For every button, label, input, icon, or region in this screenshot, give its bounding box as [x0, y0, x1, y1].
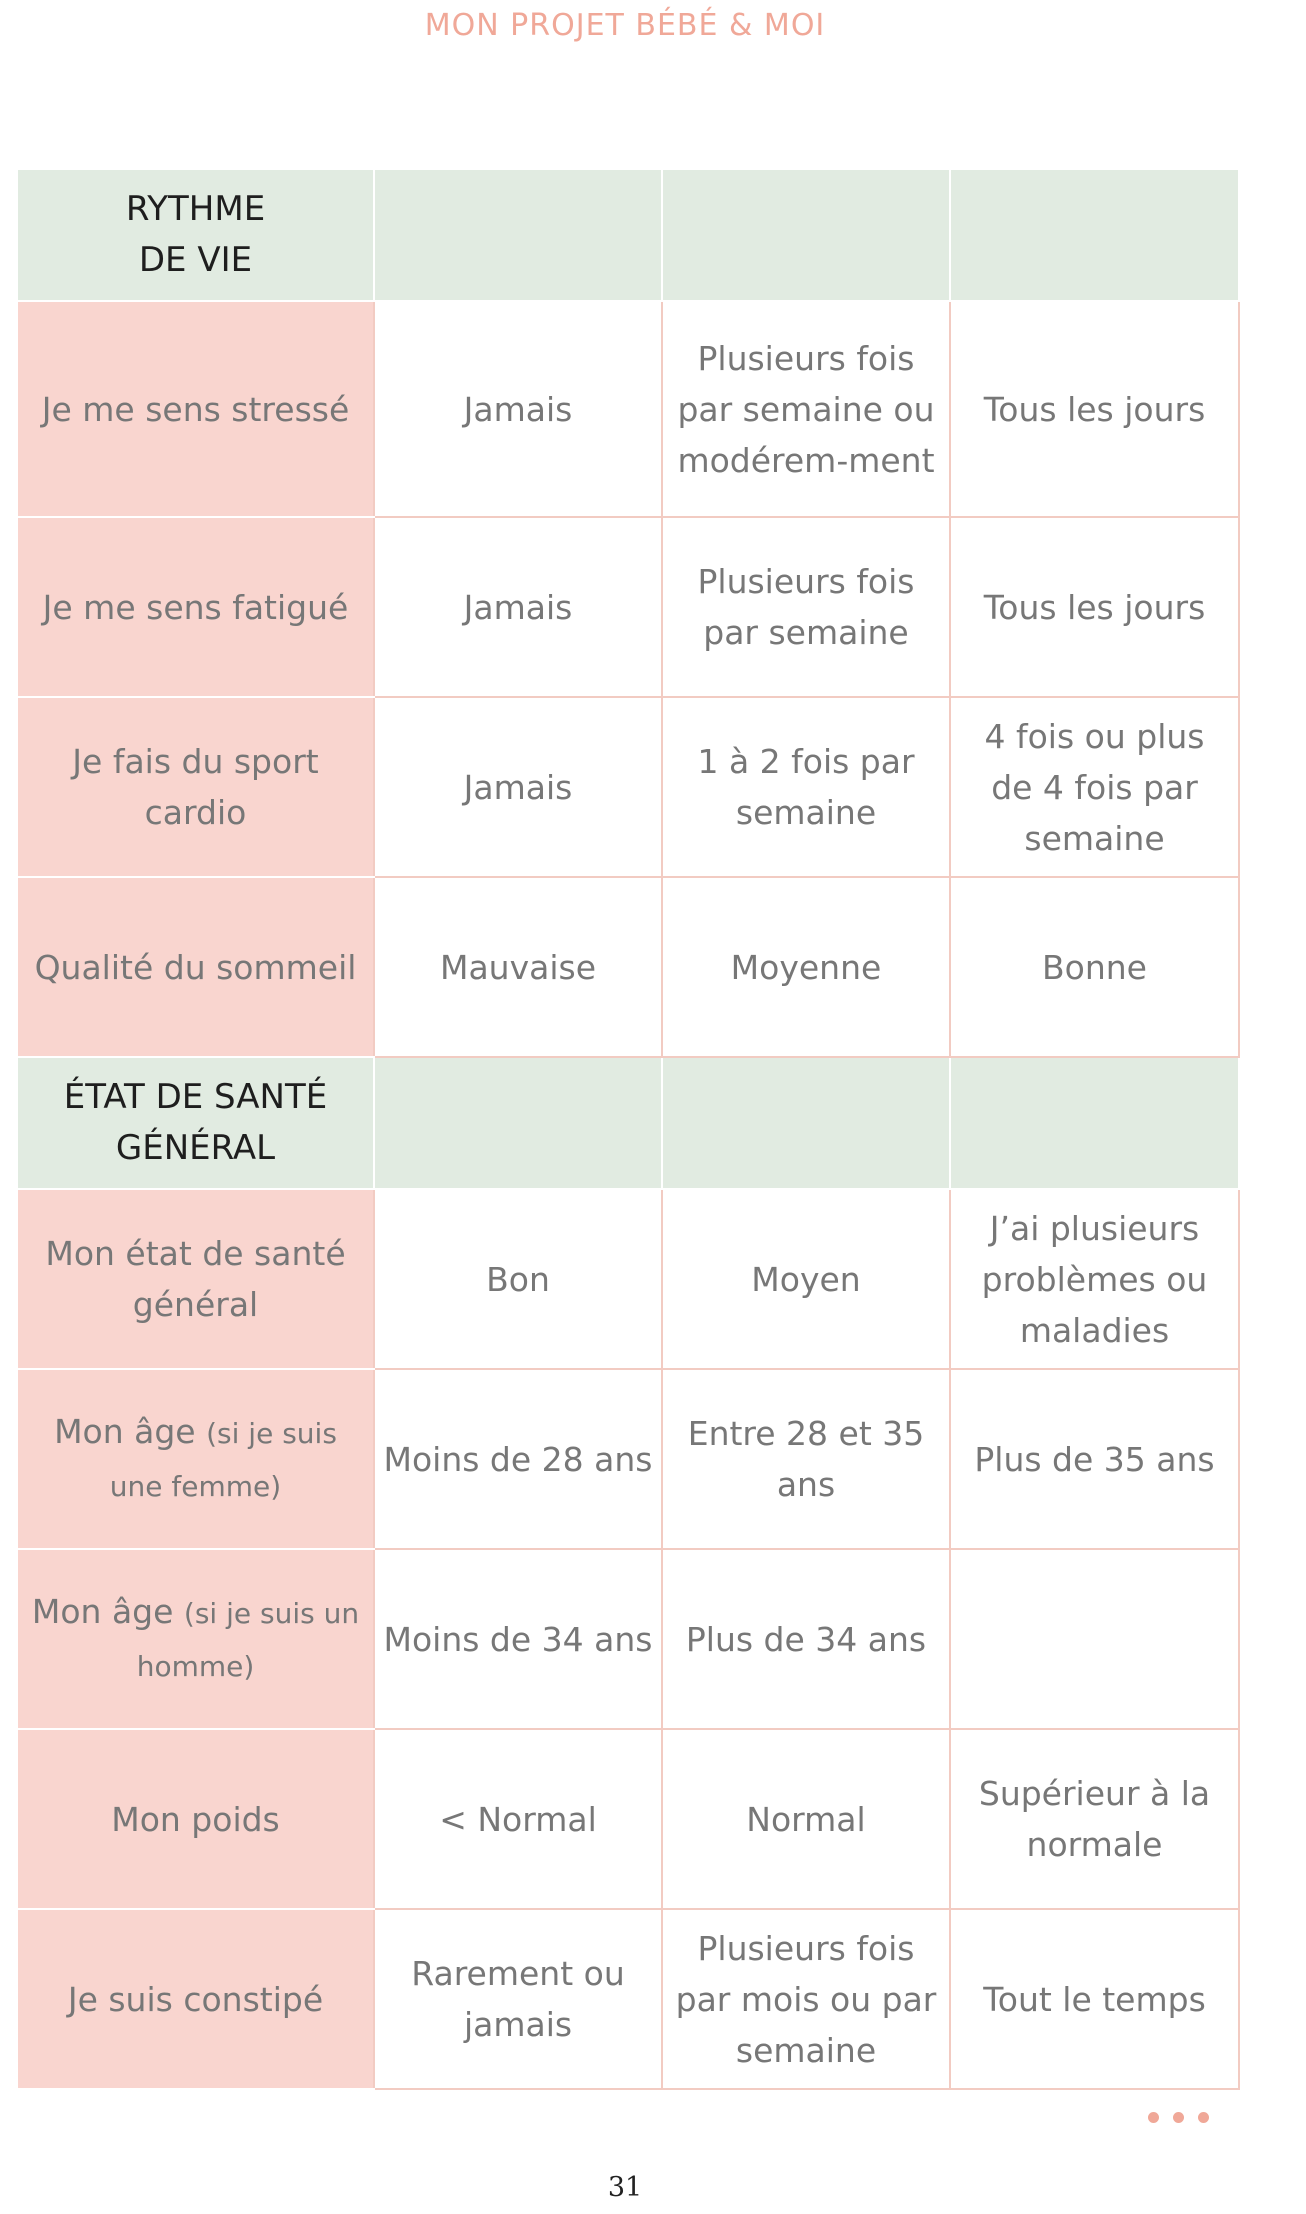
dot-icon	[1148, 2112, 1159, 2123]
table-cell: Jamais	[374, 697, 662, 877]
table-cell: Plusieurs fois par semaine ou modérem-ment	[662, 301, 950, 517]
row-label: Je suis constipé	[17, 1909, 374, 2089]
section-cell	[374, 1057, 662, 1189]
table-cell: J’ai plusieurs problèmes ou maladies	[950, 1189, 1239, 1369]
table-cell: Jamais	[374, 301, 662, 517]
table-cell: Moyenne	[662, 877, 950, 1057]
row-label: Qualité du sommeil	[17, 877, 374, 1057]
section-title: RYTHME DE VIE	[17, 169, 374, 301]
table-row	[17, 301, 1239, 517]
table-cell: Plus de 35 ans	[950, 1369, 1239, 1549]
row-label-note: (si je suis un homme)	[136, 1597, 360, 1683]
table-cell: Tout le temps	[950, 1909, 1239, 2089]
table-row	[17, 517, 1239, 697]
table-cell: Bonne	[950, 877, 1239, 1057]
page-number: 31	[607, 2172, 643, 2203]
running-header: MON PROJET BÉBÉ & MOI	[424, 8, 826, 43]
table-cell	[950, 1549, 1239, 1729]
section-cell	[950, 169, 1239, 301]
table-cell: 1 à 2 fois par semaine	[662, 697, 950, 877]
table-row	[17, 1729, 1239, 1909]
row-label: Mon état de santé général	[17, 1189, 374, 1369]
table-cell: Entre 28 et 35 ans	[662, 1369, 950, 1549]
table-cell: Plusieurs fois par mois ou par semaine	[662, 1909, 950, 2089]
table-cell: Supérieur à la normale	[950, 1729, 1239, 1909]
table-cell: Plus de 34 ans	[662, 1549, 950, 1729]
dot-icon	[1173, 2112, 1184, 2123]
row-label: Je me sens stressé	[17, 301, 374, 517]
table-cell: Mauvaise	[374, 877, 662, 1057]
section-cell	[662, 1057, 950, 1189]
table-cell: Moyen	[662, 1189, 950, 1369]
section-cell	[374, 169, 662, 301]
table-row	[17, 877, 1239, 1057]
row-label: Je me sens fatigué	[17, 517, 374, 697]
table-cell: Tous les jours	[950, 517, 1239, 697]
table-row	[17, 1549, 1239, 1729]
table-cell: Tous les jours	[950, 301, 1239, 517]
table-cell: Jamais	[374, 517, 662, 697]
assessment-table	[16, 168, 1240, 2090]
table-cell: Bon	[374, 1189, 662, 1369]
section-cell	[950, 1057, 1239, 1189]
row-label-main: Mon âge	[31, 1592, 174, 1631]
table-cell: 4 fois ou plus de 4 fois par semaine	[950, 697, 1239, 877]
row-label: Mon poids	[17, 1729, 374, 1909]
table-row	[17, 1189, 1239, 1369]
row-label	[17, 1549, 374, 1729]
continuation-dots-icon	[1148, 2112, 1209, 2123]
row-label	[17, 1369, 374, 1549]
table-cell: Moins de 34 ans	[374, 1549, 662, 1729]
dot-icon	[1198, 2112, 1209, 2123]
section-header-rythme	[17, 169, 1239, 301]
section-cell	[662, 169, 950, 301]
table-row	[17, 1909, 1239, 2089]
section-header-etat-de-sante	[17, 1057, 1239, 1189]
table-cell: Plusieurs fois par semaine	[662, 517, 950, 697]
section-title: ÉTAT DE SANTÉ GÉNÉRAL	[17, 1057, 374, 1189]
row-label-main: Mon âge	[54, 1412, 196, 1451]
table-cell: Moins de 28 ans	[374, 1369, 662, 1549]
row-label: Je fais du sport cardio	[17, 697, 374, 877]
row-label-note: (si je suis une femme)	[109, 1417, 337, 1503]
table-cell: < Normal	[374, 1729, 662, 1909]
table-row	[17, 1369, 1239, 1549]
table-cell: Rarement ou jamais	[374, 1909, 662, 2089]
table-row	[17, 697, 1239, 877]
table-cell: Normal	[662, 1729, 950, 1909]
